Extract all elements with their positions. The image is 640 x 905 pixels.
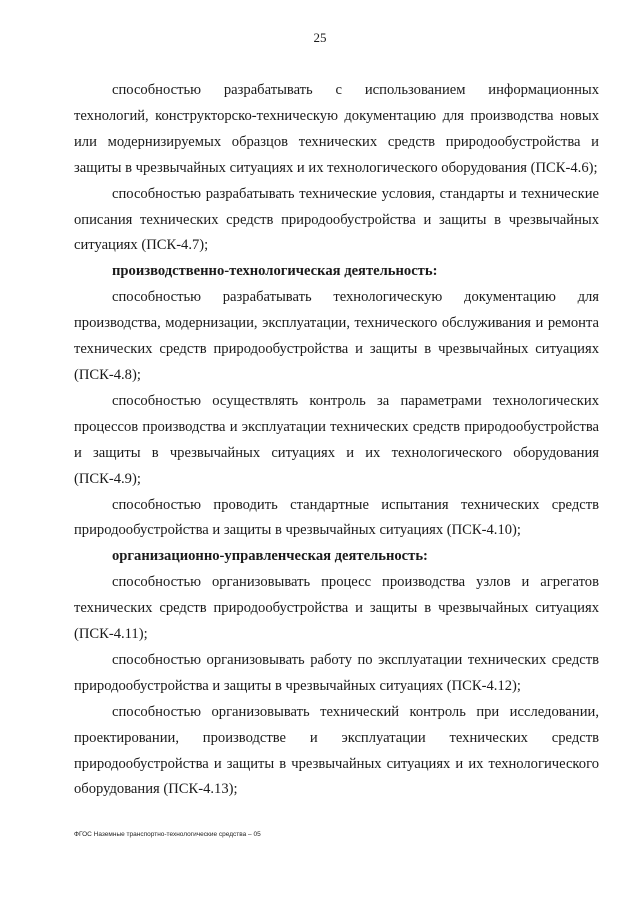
- page-footer: ФГОС Наземные транспортно-технологические средства – 05: [74, 831, 261, 838]
- para-psk-4-11: способностью организовывать процесс производства узлов и агрегатов технических средств природообустройства и защиты в чрезвычайных ситуациях (ПСК-4.11);: [74, 574, 599, 643]
- heading-production-technological: производственно-технологическая деятельность:: [112, 263, 438, 280]
- page-number: 25: [313, 30, 327, 45]
- para-psk-4-10: способностью проводить стандартные испытания технических средств природообустройства и защиты в чрезвычайных ситуациях (ПСК-4.10);: [74, 496, 599, 539]
- heading-organizational-managerial: организационно-управленческая деятельность:: [112, 548, 428, 565]
- para-psk-4-6: способностью разрабатывать с использованием информационных технологий, конструкторско-техническую документацию для производства новых или модернизируемых образцов технических средств природообустройства и защиты в чрезвычайных ситуациях и их технологического оборудования (ПСК-4.6);: [74, 82, 599, 176]
- document-body: [74, 78, 599, 803]
- para-psk-4-12: способностью организовывать работу по эксплуатации технических средств природообустройства и защиты в чрезвычайных ситуациях (ПСК-4.12);: [74, 651, 599, 694]
- para-psk-4-8: способностью разрабатывать технологическую документацию для производства, модернизации, эксплуатации, технического обслуживания и ремонта технических средств природообустройства и защиты в чрезвычайных ситуациях (ПСК-4.8);: [74, 289, 599, 383]
- para-psk-4-13: способностью организовывать технический контроль при исследовании, проектировании, производстве и эксплуатации технических средств природообустройства и защиты в чрезвычайных ситуациях и их технологического оборудования (ПСК-4.13);: [74, 703, 599, 798]
- para-psk-4-9: способностью осуществлять контроль за параметрами технологических процессов производства и эксплуатации технических средств природообустройства и защиты в чрезвычайных ситуациях и их технологического оборудования (ПСК-4.9);: [74, 392, 599, 487]
- para-psk-4-7: способностью разрабатывать технические условия, стандарты и технические описания технических средств природообустройства и защиты в чрезвычайных ситуациях (ПСК-4.7);: [74, 185, 599, 254]
